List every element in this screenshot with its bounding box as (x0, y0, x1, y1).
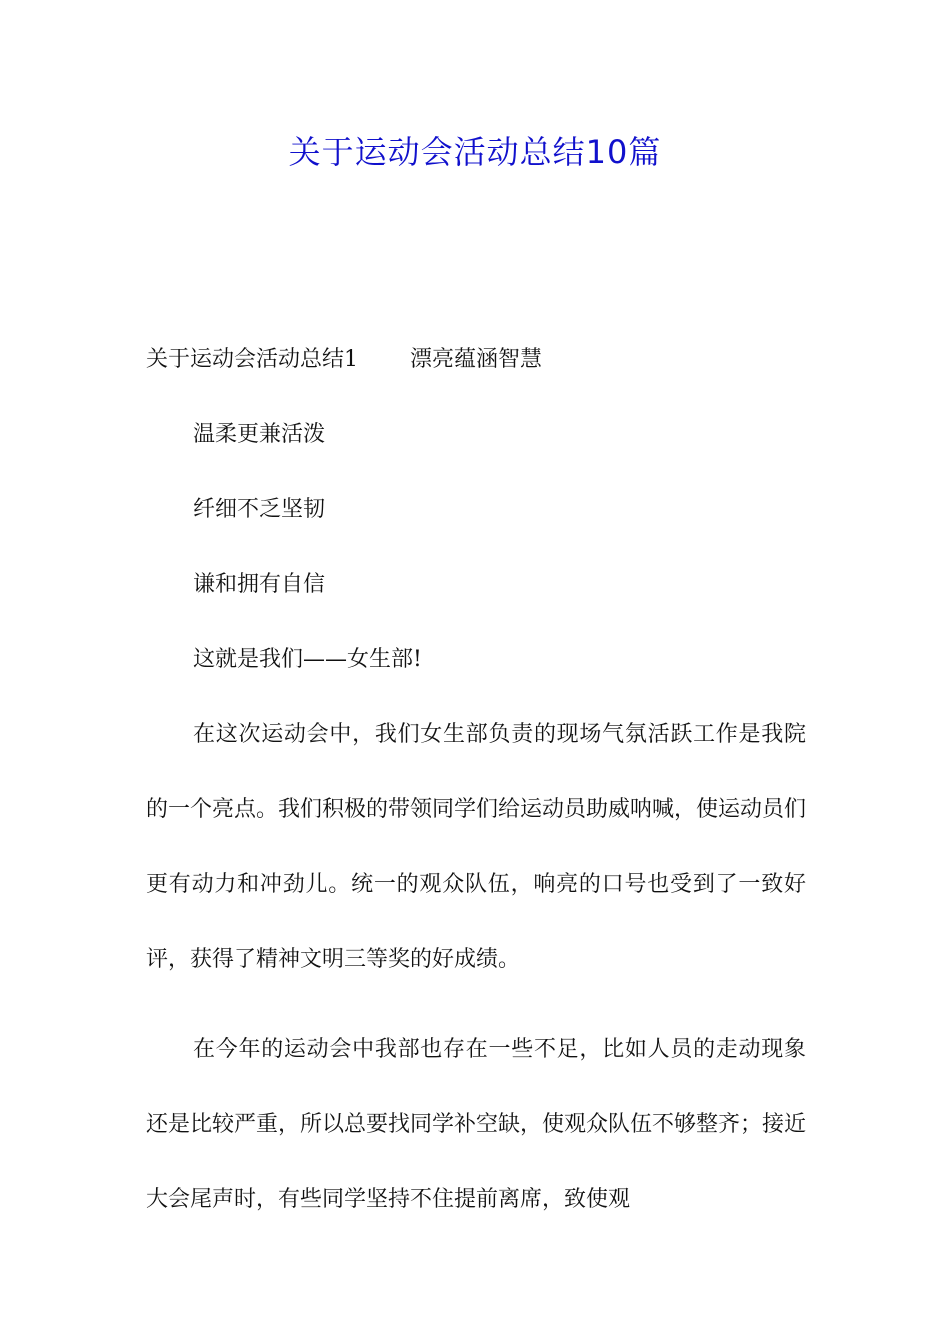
section-heading: 关于运动会活动总结1 (146, 347, 358, 372)
poem-line: 纤细不乏坚韧 (193, 497, 326, 522)
poem-line: 谦和拥有自信 (193, 572, 326, 597)
section-heading-line (146, 337, 806, 412)
body-paragraph: 在今年的运动会中我部也存在一些不足，比如人员的走动现象还是比较严重，所以总要找同学补空缺，使观众队伍不够整齐；接近大会尾声时，有些同学坚持不住提前离席，致使观 (146, 1037, 807, 1212)
poem-line: 这就是我们——女生部! (193, 647, 422, 672)
document-title: 关于运动会活动总结10篇 (288, 133, 662, 171)
document-body (146, 337, 806, 1252)
body-paragraph: 在这次运动会中，我们女生部负责的现场气氛活跃工作是我院的一个亮点。我们积极的带领同学们给运动员助威呐喊，使运动员们更有动力和冲劲儿。统一的观众队伍，响亮的口号也受到了一致好评，获得了精神文明三等奖的好成绩。 (146, 722, 807, 972)
poem-line: 温柔更兼活泼 (193, 422, 326, 447)
poem-line: 漂亮蕴涵智慧 (410, 347, 543, 372)
